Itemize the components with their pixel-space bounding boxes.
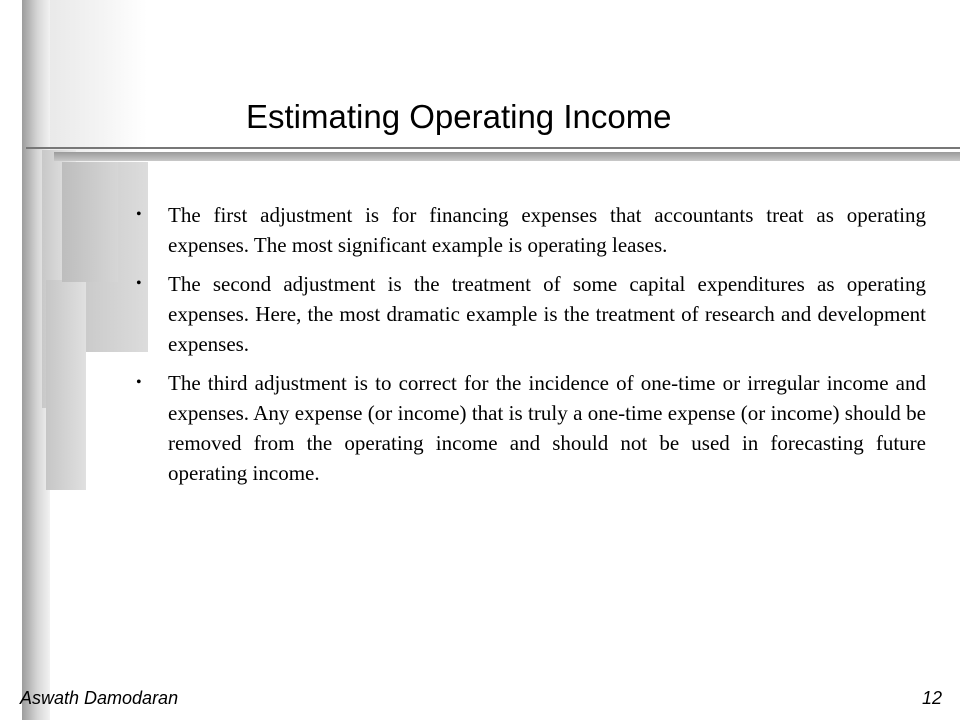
slide-title: Estimating Operating Income bbox=[246, 98, 672, 135]
bullet-text: The third adjustment is to correct for the incidence of one-time or irregular income and expenses. Any expense (or income) that is truly a one-time expense (or income) should be removed from the operating income and should not be used in forecasting future operating income. bbox=[168, 371, 926, 485]
title-rule-thick bbox=[54, 152, 960, 161]
decorative-bar-lower bbox=[46, 280, 86, 490]
title-rule-thin bbox=[26, 147, 960, 149]
bullet-list bbox=[132, 200, 926, 497]
bullet-dot-icon: • bbox=[136, 275, 142, 292]
footer-author: Aswath Damodaran bbox=[20, 688, 179, 708]
bullet-text: The second adjustment is the treatment of some capital expenditures as operating expenses. Here, the most dramatic example is the treatment of research and development expenses. bbox=[168, 272, 926, 356]
bullet-item bbox=[132, 269, 926, 359]
footer-page-number: 12 bbox=[921, 688, 942, 708]
bullet-item bbox=[132, 200, 926, 260]
bullet-text: The first adjustment is for financing expenses that accountants treat as operating expenses. The most significant example is operating leases. bbox=[168, 203, 926, 257]
bullet-dot-icon: • bbox=[136, 206, 142, 223]
bullet-dot-icon: • bbox=[136, 374, 142, 391]
decorative-bar-inner bbox=[62, 162, 118, 282]
bullet-item bbox=[132, 368, 926, 488]
